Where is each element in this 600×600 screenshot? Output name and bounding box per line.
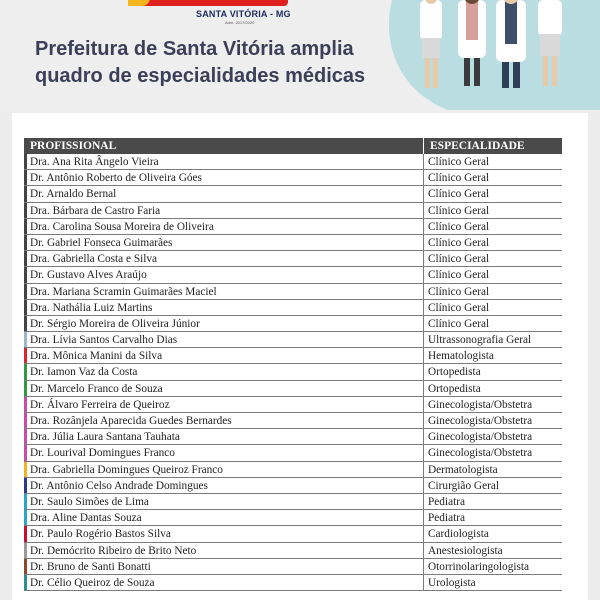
professional-name: Dr. Marcelo Franco de Souza bbox=[30, 382, 163, 395]
table-row bbox=[24, 300, 562, 316]
professional-cell bbox=[24, 316, 424, 331]
professional-name: Dra. Carolina Sousa Moreira de Oliveira bbox=[30, 220, 214, 233]
professional-cell bbox=[24, 348, 424, 363]
professional-cell bbox=[24, 251, 424, 266]
specialty-color-stripe bbox=[24, 526, 27, 541]
professional-name: Dr. Paulo Rogério Bastos Silva bbox=[30, 528, 171, 541]
table-row bbox=[24, 575, 562, 591]
logo-city: SANTA VITÓRIA - MG bbox=[196, 9, 291, 19]
headline bbox=[35, 36, 365, 90]
header bbox=[0, 0, 600, 112]
specialty-cell: Dermatologista bbox=[428, 463, 498, 476]
professional-cell bbox=[24, 429, 424, 444]
specialty-color-stripe bbox=[24, 235, 27, 250]
professional-cell bbox=[24, 332, 424, 347]
specialty-color-stripe bbox=[24, 429, 27, 444]
professional-name: Dra. Nathália Luiz Martins bbox=[30, 301, 153, 314]
table-row bbox=[24, 478, 562, 494]
specialty-cell: Urologista bbox=[428, 576, 476, 589]
table-row bbox=[24, 381, 562, 397]
specialty-cell: Ortopedista bbox=[428, 382, 481, 395]
logo-adm: Adm. 2017/2020 bbox=[225, 20, 255, 25]
specialty-color-stripe bbox=[24, 316, 27, 331]
professional-name: Dra. Júlia Laura Santana Tauhata bbox=[30, 431, 180, 444]
professional-cell bbox=[24, 364, 424, 379]
specialty-cell: Ginecologista/Obstetra bbox=[428, 431, 533, 444]
specialty-cell: Clínico Geral bbox=[428, 253, 490, 266]
professional-cell bbox=[24, 154, 424, 169]
headline-line-1: Prefeitura de Santa Vitória amplia bbox=[35, 38, 354, 60]
table-row bbox=[24, 316, 562, 332]
professional-name: Dra. Mônica Manini da Silva bbox=[30, 350, 163, 363]
professional-name: Dr. Antônio Celso Andrade Domingues bbox=[30, 479, 208, 492]
specialty-color-stripe bbox=[24, 575, 27, 590]
specialty-cell: Pediatra bbox=[428, 512, 466, 525]
specialty-cell: Cardiologista bbox=[428, 528, 489, 541]
professional-name: Dr. Álvaro Ferreira de Queiroz bbox=[30, 398, 170, 411]
specialty-color-stripe bbox=[24, 397, 27, 412]
professional-cell bbox=[24, 267, 424, 282]
table-row bbox=[24, 154, 562, 170]
table-row bbox=[24, 348, 562, 364]
professional-cell bbox=[24, 462, 424, 477]
table-row bbox=[24, 462, 562, 478]
professional-cell bbox=[24, 510, 424, 525]
professional-cell bbox=[24, 300, 424, 315]
specialty-cell: Clínico Geral bbox=[428, 269, 490, 282]
table-row bbox=[24, 186, 562, 202]
specialty-cell: Clínico Geral bbox=[428, 188, 490, 201]
professional-cell bbox=[24, 284, 424, 299]
specialty-cell: Ginecologista/Obstetra bbox=[428, 447, 533, 460]
table-header bbox=[24, 138, 562, 154]
professional-cell bbox=[24, 203, 424, 218]
professional-cell bbox=[24, 526, 424, 541]
table-row bbox=[24, 219, 562, 235]
professional-cell bbox=[24, 413, 424, 428]
table-row bbox=[24, 494, 562, 510]
specialty-color-stripe bbox=[24, 332, 27, 347]
header-professional: PROFISSIONAL bbox=[24, 138, 424, 154]
professional-name: Dra. Bárbara de Castro Faria bbox=[30, 204, 161, 217]
professional-name: Dra. Gabriella Domingues Queiroz Franco bbox=[30, 463, 223, 476]
specialty-color-stripe bbox=[24, 445, 27, 460]
table-row bbox=[24, 413, 562, 429]
professional-cell bbox=[24, 445, 424, 460]
table-row bbox=[24, 235, 562, 251]
specialty-color-stripe bbox=[24, 267, 27, 282]
specialty-color-stripe bbox=[24, 219, 27, 234]
specialty-color-stripe bbox=[24, 462, 27, 477]
table-row bbox=[24, 170, 562, 186]
specialty-cell: Clínico Geral bbox=[428, 317, 490, 330]
professional-cell bbox=[24, 543, 424, 558]
professional-name: Dr. Sérgio Moreira de Oliveira Júnior bbox=[30, 317, 200, 330]
professional-cell bbox=[24, 559, 424, 574]
professional-cell bbox=[24, 397, 424, 412]
specialty-color-stripe bbox=[24, 543, 27, 558]
professional-name: Dr. Arnaldo Bernal bbox=[30, 188, 117, 201]
professional-cell bbox=[24, 219, 424, 234]
professional-cell bbox=[24, 575, 424, 590]
specialty-cell: Clínico Geral bbox=[428, 172, 490, 185]
specialty-cell: Pediatra bbox=[428, 495, 466, 508]
table-row bbox=[24, 543, 562, 559]
table-row bbox=[24, 397, 562, 413]
professional-name: Dr. Lourival Domingues Franco bbox=[30, 447, 175, 460]
specialty-color-stripe bbox=[24, 413, 27, 428]
professional-cell bbox=[24, 235, 424, 250]
specialty-cell: Clínico Geral bbox=[428, 204, 490, 217]
professional-name: Dr. Gabriel Fonseca Guimarães bbox=[30, 236, 173, 249]
specialty-cell: Clínico Geral bbox=[428, 236, 490, 249]
logo-red-banner bbox=[128, 0, 288, 6]
professional-name: Dra. Aline Dantas Souza bbox=[30, 512, 142, 525]
table-row bbox=[24, 284, 562, 300]
table-row bbox=[24, 526, 562, 542]
table-row bbox=[24, 510, 562, 526]
professional-name: Dr. Célio Queiroz de Souza bbox=[30, 576, 155, 589]
headline-line-2: quadro de especialidades médicas bbox=[35, 65, 366, 87]
specialty-color-stripe bbox=[24, 284, 27, 299]
specialty-cell: Ultrassonografia Geral bbox=[428, 334, 532, 347]
professional-name: Dr. Saulo Simões de Lima bbox=[30, 495, 149, 508]
professional-cell bbox=[24, 381, 424, 396]
specialty-cell: Clínico Geral bbox=[428, 285, 490, 298]
specialty-cell: Cirurgião Geral bbox=[428, 479, 500, 492]
table-row bbox=[24, 559, 562, 575]
table-row bbox=[24, 364, 562, 380]
professional-name: Dr. Iamon Vaz da Costa bbox=[30, 366, 138, 379]
specialty-color-stripe bbox=[24, 494, 27, 509]
professional-cell bbox=[24, 170, 424, 185]
specialty-cell: Anestesiologista bbox=[428, 544, 503, 557]
professional-cell bbox=[24, 494, 424, 509]
professional-name: Dra. Gabriella Costa e Silva bbox=[30, 253, 158, 266]
specialty-cell: Ortopedista bbox=[428, 366, 481, 379]
table-row bbox=[24, 445, 562, 461]
table-row bbox=[24, 267, 562, 283]
table-row bbox=[24, 203, 562, 219]
professional-name: Dra. Rozânjela Aparecida Guedes Bernardes bbox=[30, 415, 232, 427]
specialty-color-stripe bbox=[24, 251, 27, 266]
professional-name: Dr. Demócrito Ribeiro de Brito Neto bbox=[30, 544, 197, 557]
specialty-color-stripe bbox=[24, 510, 27, 525]
specialty-color-stripe bbox=[24, 364, 27, 379]
specialty-color-stripe bbox=[24, 478, 27, 493]
professional-name: Dr. Bruno de Santi Bonatti bbox=[30, 560, 151, 573]
professional-cell bbox=[24, 478, 424, 493]
specialty-color-stripe bbox=[24, 186, 27, 201]
specialty-cell: Clínico Geral bbox=[428, 156, 490, 168]
header-specialty: ESPECIALIDADE bbox=[430, 140, 525, 152]
specialty-cell: Clínico Geral bbox=[428, 220, 490, 233]
professional-name: Dr. Antônio Roberto de Oliveira Góes bbox=[30, 172, 202, 185]
specialty-cell: Hematologista bbox=[428, 350, 494, 363]
specialty-color-stripe bbox=[24, 154, 27, 169]
specialty-color-stripe bbox=[24, 348, 27, 363]
specialty-color-stripe bbox=[24, 300, 27, 315]
specialty-cell: Clínico Geral bbox=[428, 301, 490, 314]
specialists-table bbox=[24, 138, 562, 591]
specialty-cell: Otorrinolaringologista bbox=[428, 560, 530, 573]
specialty-color-stripe bbox=[24, 381, 27, 396]
specialty-color-stripe bbox=[24, 203, 27, 218]
specialty-cell: Ginecologista/Obstetra bbox=[428, 398, 533, 411]
specialty-color-stripe bbox=[24, 559, 27, 574]
specialists-card bbox=[12, 113, 588, 600]
professional-name: Dra. Ana Rita Ângelo Vieira bbox=[30, 156, 159, 168]
professional-name: Dr. Gustavo Alves Araújo bbox=[30, 269, 147, 282]
specialty-cell: Ginecologista/Obstetra bbox=[428, 415, 533, 427]
table-row bbox=[24, 429, 562, 445]
professional-cell bbox=[24, 186, 424, 201]
professional-name: Dra. Mariana Scramin Guimarães Maciel bbox=[30, 285, 217, 298]
table-row bbox=[24, 332, 562, 348]
specialty-color-stripe bbox=[24, 170, 27, 185]
doctors-illustration-icon bbox=[378, 0, 600, 110]
table-row bbox=[24, 251, 562, 267]
professional-name: Dra. Lívia Santos Carvalho Dias bbox=[30, 334, 178, 347]
table-body bbox=[24, 154, 562, 591]
